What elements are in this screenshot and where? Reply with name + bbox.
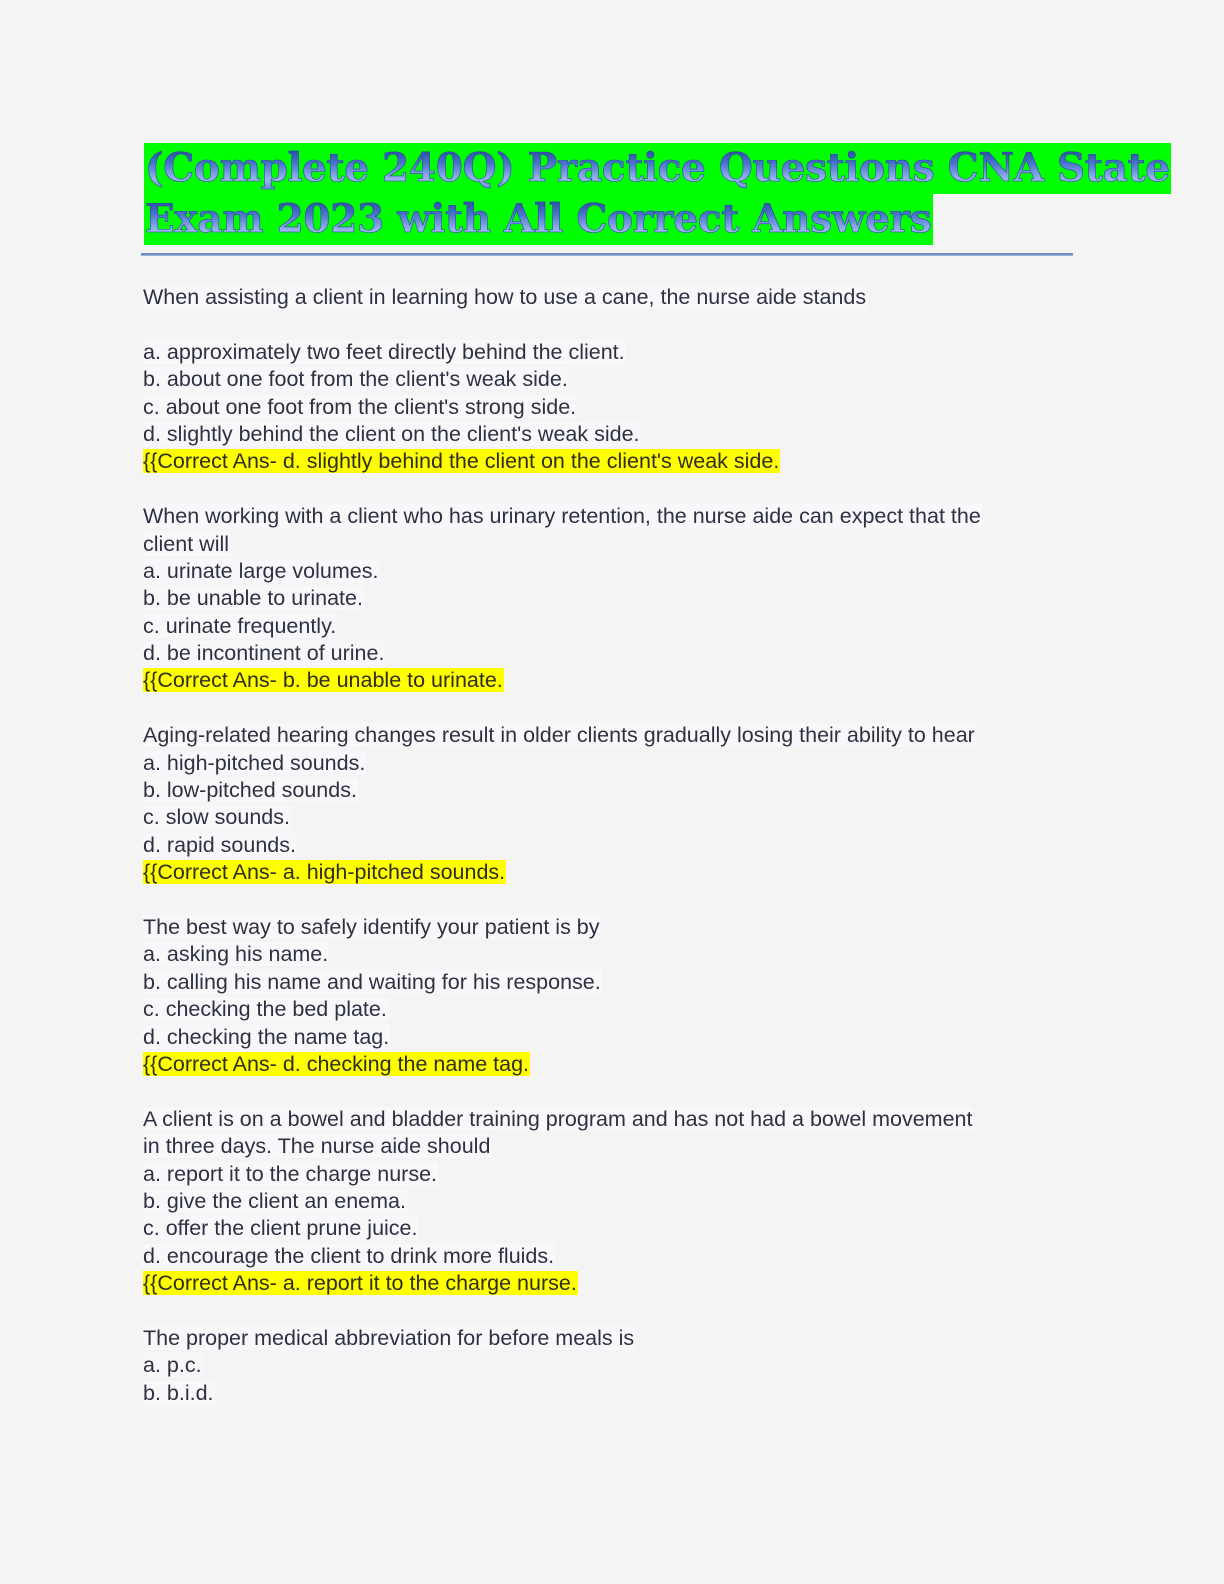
question-stem: Aging-related hearing changes result in older clients gradually losing their ability to hear <box>143 723 975 748</box>
question-stem: When assisting a client in learning how to use a cane, the nurse aide stands <box>143 285 867 309</box>
correct-answer: {{Correct Ans- a. high-pitched sounds. <box>143 860 506 885</box>
question-stem: in three days. The nurse aide should <box>143 1134 491 1159</box>
question-stem: client will <box>143 531 230 556</box>
answer-option: d. checking the name tag. <box>143 1024 390 1049</box>
answer-option: d. rapid sounds. <box>143 832 296 857</box>
answer-option: c. about one foot from the client's strong side. <box>143 394 577 419</box>
question-stem: When working with a client who has urinary retention, the nurse aide can expect that the <box>143 504 981 529</box>
question-block <box>143 722 1083 886</box>
question-stem: A client is on a bowel and bladder training program and has not had a bowel movement <box>143 1106 973 1131</box>
title-divider <box>141 253 1073 256</box>
answer-option: b. give the client an enema. <box>143 1188 406 1213</box>
answer-option: a. urinate large volumes. <box>143 558 379 583</box>
answer-option: a. asking his name. <box>143 942 329 967</box>
correct-answer: {{Correct Ans- d. slightly behind the client on the client's weak side. <box>143 449 780 474</box>
answer-option: c. offer the client prune juice. <box>143 1216 418 1241</box>
question-stem: The proper medical abbreviation for before meals is <box>143 1325 635 1350</box>
document-title <box>144 143 1170 245</box>
title-line-2: Exam 2023 with All Correct Answers <box>144 194 933 245</box>
question-block <box>143 914 1083 1078</box>
questions-list <box>143 284 1083 1407</box>
answer-option: b. about one foot from the client's weak side. <box>143 367 568 392</box>
correct-answer: {{Correct Ans- d. checking the name tag. <box>143 1051 530 1076</box>
answer-option: b. low-pitched sounds. <box>143 778 357 803</box>
question-block <box>143 503 1083 695</box>
correct-answer: {{Correct Ans- a. report it to the charge nurse. <box>143 1271 577 1296</box>
question-block <box>143 1325 1083 1407</box>
answer-option: c. slow sounds. <box>143 805 290 830</box>
question-block <box>143 284 1083 476</box>
question-stem: The best way to safely identify your patient is by <box>143 914 600 939</box>
correct-answer: {{Correct Ans- b. be unable to urinate. <box>143 668 503 693</box>
answer-option: b. be unable to urinate. <box>143 586 363 611</box>
answer-option: d. slightly behind the client on the client's weak side. <box>143 421 640 446</box>
answer-option: d. be incontinent of urine. <box>143 641 385 666</box>
answer-option: d. encourage the client to drink more fluids. <box>143 1243 555 1268</box>
answer-option: a. approximately two feet directly behind the client. <box>143 339 625 364</box>
answer-option: a. report it to the charge nurse. <box>143 1161 437 1186</box>
question-block <box>143 1106 1083 1298</box>
answer-option: a. p.c. <box>143 1353 202 1378</box>
title-line-1: (Complete 240Q) Practice Questions CNA State <box>144 143 1171 194</box>
answer-option: b. b.i.d. <box>143 1380 214 1405</box>
answer-option: a. high-pitched sounds. <box>143 750 366 775</box>
answer-option: c. checking the bed plate. <box>143 997 387 1022</box>
answer-option: b. calling his name and waiting for his response. <box>143 969 601 994</box>
answer-option: c. urinate frequently. <box>143 613 337 638</box>
